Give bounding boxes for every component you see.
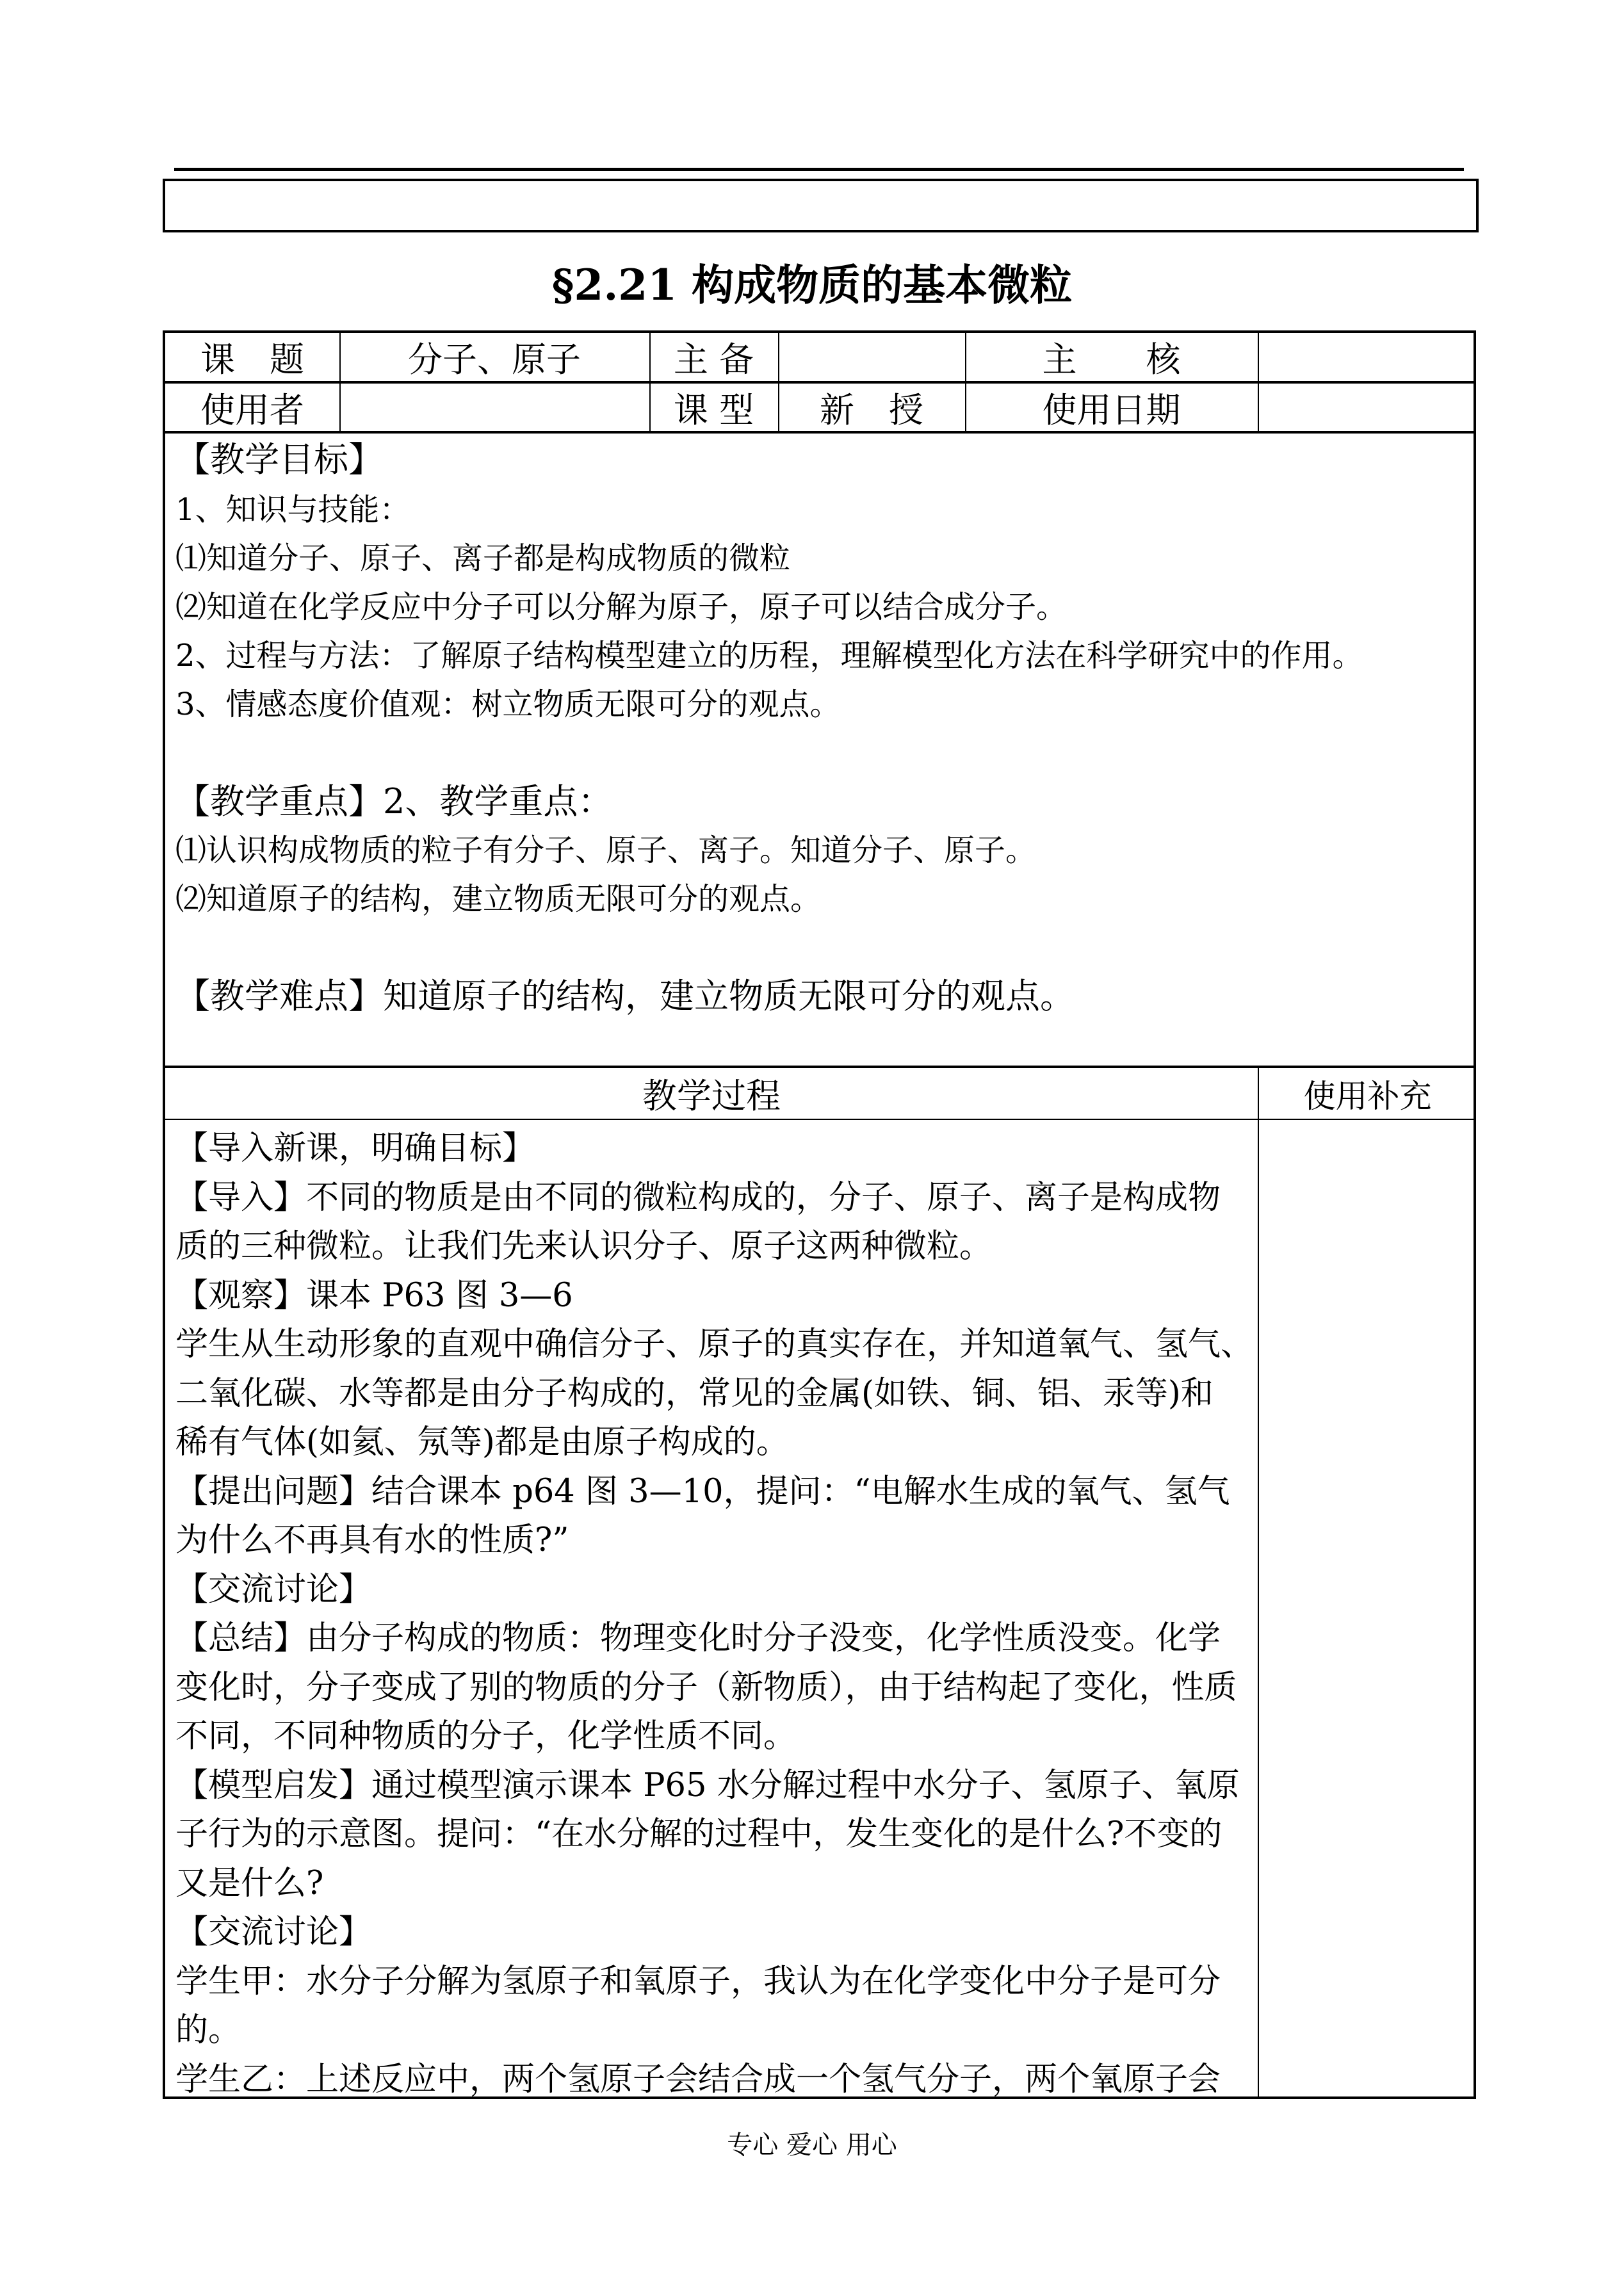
value-user[interactable] [339,384,649,431]
col-divider [1258,1067,1259,2096]
lesson-table [163,330,1476,2099]
difficulty-line: 【教学难点】知道原子的结构，建立物质无限可分的观点。 [175,976,1075,1016]
row-divider [165,1119,1474,1120]
process-line: 【交流讨论】 [175,1913,372,1951]
value-preparer[interactable] [778,333,965,381]
objective-line: 3、情感态度价值观：树立物质无限可分的观点。 [175,686,841,722]
key-point-line: ⑵知道原子的结构，建立物质无限可分的观点。 [175,881,822,917]
process-header: 教学过程 [642,1076,781,1116]
header-rule [174,168,1464,171]
label-preparer: 主 备 [673,339,754,380]
process-line: 变化时，分子变成了别的物质的分子（新物质），由于结构起了变化，性质 [175,1668,1237,1707]
value-lesson-type: 新 授 [820,389,923,430]
process-line: 子行为的示意图。提问：“在水分解的过程中，发生变化的是什么?不变的 [175,1815,1222,1853]
process-line: 学生甲：水分子分解为氢原子和氧原子，我认为在化学变化中分子是可分 [175,1962,1221,2000]
header-box [163,179,1479,232]
process-line: 二氧化碳、水等都是由分子构成的，常见的金属(如铁、铜、铝、汞等)和 [175,1374,1214,1413]
value-reviewer[interactable] [1258,333,1476,381]
process-line: 【提出问题】结合课本 p64 图 3—10，提问：“电解水生成的氧气、氢气 [175,1472,1230,1511]
label-topic: 课 题 [200,339,304,380]
value-topic: 分子、原子 [408,339,581,380]
process-line: 质的三种微粒。让我们先来认识分子、原子这两种微粒。 [175,1228,993,1265]
page-title: §2.21 构成物质的基本微粒 [551,260,1073,310]
process-line: 【总结】由分子构成的物质：物理变化时分子没变，化学性质没变。化学 [175,1619,1221,1657]
process-line: 的。 [175,2011,241,2049]
page-footer: 专心 爱心 用心 [727,2130,897,2160]
objective-line: 1、知识与技能： [175,492,410,528]
process-line: 【交流讨论】 [175,1570,372,1609]
process-line: 【导入】不同的物质是由不同的微粒构成的，分子、原子、离子是构成物 [175,1178,1221,1217]
process-line: 又是什么? [175,1864,324,1902]
process-line: 学生从生动形象的直观中确信分子、原子的真实存在，并知道氧气、氢气、 [175,1326,1254,1363]
key-points-heading: 【教学重点】2、教学重点： [175,781,613,822]
process-line: 【观察】课本 P63 图 3—6 [175,1276,573,1315]
process-line: 【导入新课，明确目标】 [175,1130,535,1167]
objective-line: ⑵知道在化学反应中分子可以分解为原子，原子可以结合成分子。 [175,589,1068,625]
supplement-header: 使用补充 [1303,1077,1432,1115]
value-use-date[interactable] [1258,384,1476,431]
label-reviewer: 主 核 [1042,339,1181,380]
label-lesson-type: 课 型 [673,389,754,430]
label-use-date: 使用日期 [1042,389,1181,430]
objective-line: ⑴知道分子、原子、离子都是构成物质的微粒 [175,540,791,576]
process-line: 不同，不同种物质的分子，化学性质不同。 [175,1717,797,1755]
process-line: 为什么不再具有水的性质?” [175,1521,569,1559]
key-point-line: ⑴认识构成物质的粒子有分子、原子、离子。知道分子、原子。 [175,832,1037,868]
process-line: 学生乙：上述反应中，两个氢原子会结合成一个氢气分子，两个氧原子会 [175,2060,1221,2098]
label-user: 使用者 [200,389,304,430]
objective-line: 2、过程与方法：了解原子结构模型建立的历程，理解模型化方法在科学研究中的作用。 [175,638,1363,674]
objectives-heading: 【教学目标】 [175,439,383,480]
process-line: 【模型启发】通过模型演示课本 P65 水分解过程中水分子、氢原子、氧原 [175,1766,1240,1804]
process-line: 稀有气体(如氦、氖等)都是由原子构成的。 [175,1423,789,1461]
